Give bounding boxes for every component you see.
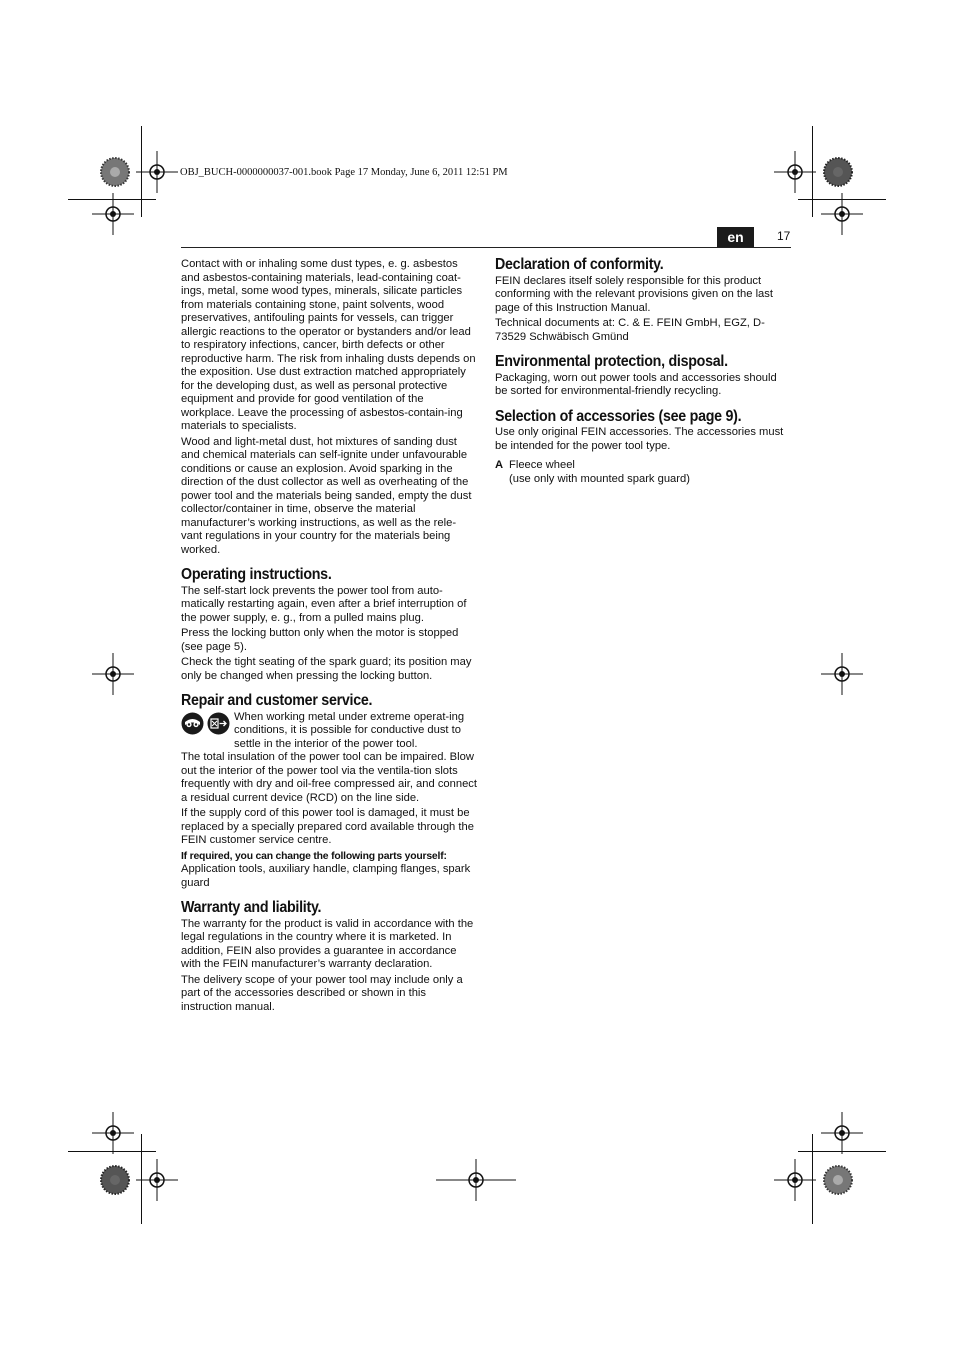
conductive-dust-warning: When working metal under extreme operat-ing conditions, it is possible for conductive dust to settle in the interior of the power tool.: [234, 710, 465, 750]
registration-mark-icon: [436, 1159, 516, 1201]
registration-mark-icon: [821, 193, 863, 235]
declaration-heading: Declaration of conformity.: [495, 256, 664, 273]
warranty-heading: Warranty and liability.: [181, 899, 322, 916]
accessory-body: [509, 459, 690, 486]
accessories-heading: Selection of accessories (see page 9).: [495, 407, 742, 425]
right-column: [495, 258, 791, 486]
dust-hazard-paragraph: Contact with or inhaling some dust types, e. g. asbestos and asbestos-containing materials, lead-containing coat-ings, metal, some wood types, minerals, silicate particles from materials containing stone, paint solvents, wood preservatives, antifouling paints for vessels, can trigger allergic reactions to the operator or bystanders and/or lead to respiratory infections, cancer, birth defects or other reproductive harm. The risk from inhaling dusts depends on the exposition. Use dust extraction matched appropriately for the developing dust, as well as personal protective equipment and provide for good ventilation of the workplace. Leave the processing of asbestos-contain-ing materials to specialists.: [181, 258, 476, 432]
print-slug: OBJ_BUCH-0000000037-001.book Page 17 Monday, June 6, 2011 12:51 PM: [180, 167, 508, 178]
accessory-name: Fleece wheel: [509, 459, 575, 471]
repair-service-heading: Repair and customer service.: [181, 692, 373, 709]
registration-mark-icon: [92, 1112, 134, 1154]
color-target-icon: [100, 157, 130, 187]
spark-guard-paragraph: Check the tight seating of the spark guard; its position may only be changed when pressing the locking button.: [181, 656, 472, 682]
replaceable-parts-heading: If required, you can change the following parts yourself:: [181, 850, 447, 862]
language-badge: en: [717, 227, 754, 247]
warranty-paragraph: The warranty for the product is valid in accordance with the legal regulations in the country where it is marketed. In addition, FEIN also provides a guarantee in accordance with the FEIN manufacturer’s warranty declaration.: [181, 917, 474, 970]
page-number: 17: [777, 229, 791, 243]
warning-icons: [181, 711, 230, 752]
registration-mark-icon: [774, 151, 816, 193]
color-target-icon: [823, 157, 853, 187]
registration-mark-icon: [774, 1159, 816, 1201]
accessory-key: A: [495, 459, 504, 471]
declaration-paragraph: FEIN declares itself solely responsible for this product conforming with the relevant provisions given on the last page of this Instruction Manual.: [495, 274, 773, 314]
blow-out-tool-icon: [207, 712, 230, 735]
accessory-item: [495, 459, 791, 486]
environment-heading: Environmental protection, disposal.: [495, 353, 728, 370]
registration-mark-icon: [92, 653, 134, 695]
eye-protection-icon: [181, 712, 204, 735]
replaceable-parts-list: Application tools, auxiliary handle, clamping flanges, spark guard: [181, 863, 471, 889]
supply-cord-paragraph: If the supply cord of this power tool is damaged, it must be replaced by a specially prepared cord available through the FEIN customer service centre.: [181, 807, 474, 846]
insulation-paragraph: The total insulation of the power tool can be impaired. Blow out the interior of the power tool via the ventila-tion slots frequently with dry and oil-free compressed air, and connect a residual current device (RCD) on the line side.: [181, 751, 478, 804]
accessories-paragraph: Use only original FEIN accessories. The accessories must be intended for the power tool type.: [495, 426, 784, 452]
self-ignition-paragraph: Wood and light-metal dust, hot mixtures of sanding dust and chemical materials can self-ignite under unfavourable conditions or cause an explosion. Avoid sparking in the direction of the dust collector as well as overheating of the power tool and the materials being sanded, empty the dust collector/container in time, observe the material manufacturer’s working instructions, as well as the rele-vant regulations in your country for the materials being worked.: [181, 435, 472, 556]
registration-mark-icon: [136, 1159, 178, 1201]
left-column: [181, 258, 477, 1016]
environment-paragraph: Packaging, worn out power tools and accessories should be sorted for environmental-friendly recycling.: [495, 371, 777, 397]
color-target-icon: [823, 1165, 853, 1195]
self-start-lock-paragraph: The self-start lock prevents the power tool from auto-matically restarting again, even after a brief interruption of the power supply, e. g., from a pulled mains plug.: [181, 584, 467, 624]
color-target-icon: [100, 1165, 130, 1195]
registration-mark-icon: [821, 653, 863, 695]
warning-block: [181, 711, 477, 752]
locking-button-paragraph: Press the locking button only when the motor is stopped (see page 5).: [181, 627, 459, 653]
accessory-note: (use only with mounted spark guard): [509, 472, 690, 485]
technical-documents-paragraph: Technical documents at: C. & E. FEIN GmbH, EGZ, D-73529 Schwäbisch Gmünd: [495, 317, 765, 343]
registration-mark-icon: [821, 1112, 863, 1154]
header-rule: [181, 247, 791, 248]
registration-mark-icon: [92, 193, 134, 235]
operating-instructions-heading: Operating instructions.: [181, 566, 332, 583]
delivery-scope-paragraph: The delivery scope of your power tool may include only a part of the accessories described or shown in this instruction manual.: [181, 973, 463, 1013]
registration-mark-icon: [136, 151, 178, 193]
